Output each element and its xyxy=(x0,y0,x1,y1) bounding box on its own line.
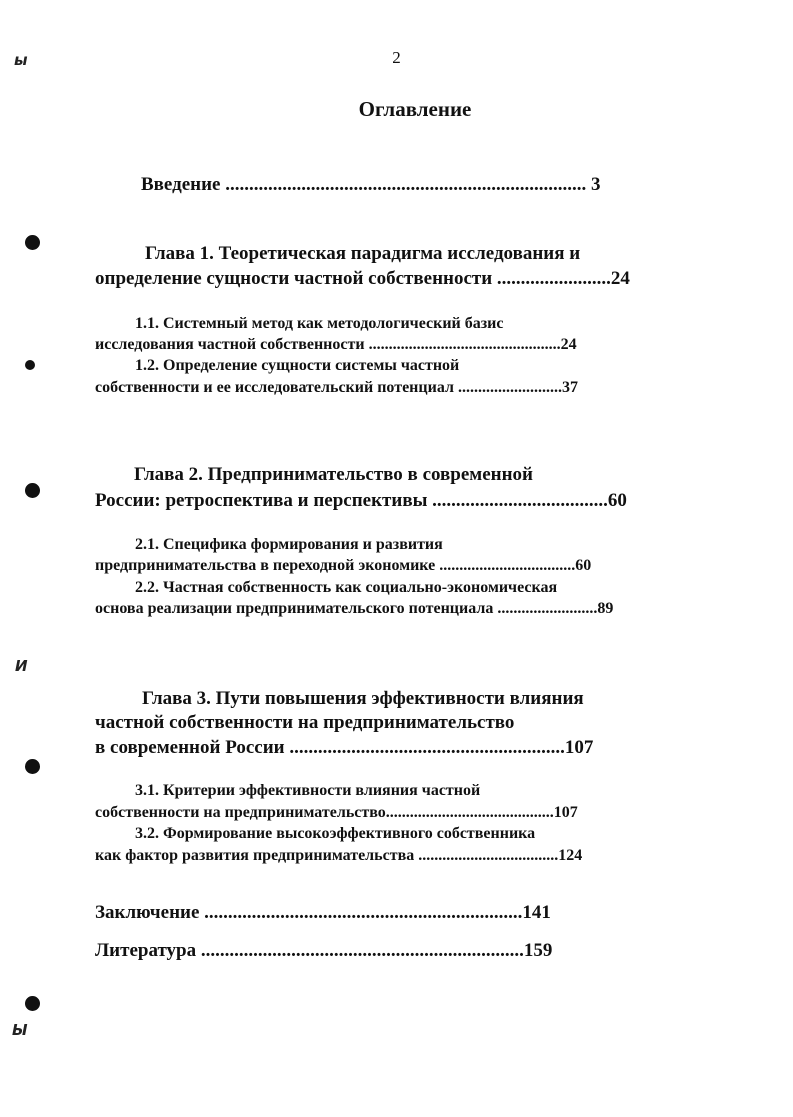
binding-hole-dot xyxy=(25,483,40,498)
toc-chapter-3-line-2: частной собственности на предпринимательство xyxy=(95,712,515,733)
toc-section-2-2-line-2: основа реализации предпринимательского потенциала .........................89 xyxy=(95,600,614,617)
page-number: 2 xyxy=(392,48,401,67)
toc-chapter-2-line-2: России: ретроспектива и перспективы .....................................60 xyxy=(95,490,627,511)
toc-chapter-3-line-1: Глава 3. Пути повышения эффективности влияния xyxy=(142,688,584,709)
toc-section-2-1-line-1: 2.1. Специфика формирования и развития xyxy=(135,536,443,553)
toc-section-3-1-line-2: собственности на предпринимательство..........................................107 xyxy=(95,804,578,821)
toc-section-3-2-line-1: 3.2. Формирование высокоэффективного собственника xyxy=(135,825,536,842)
toc-section-2-1-line-2: предпринимательства в переходной экономике ..................................60 xyxy=(95,557,592,574)
toc-section-1-1-line-2: исследования частной собственности ................................................24 xyxy=(95,336,577,353)
margin-mark: ы xyxy=(14,51,28,69)
toc-literature: Литература ....................................................................159 xyxy=(95,940,553,961)
toc-conclusion: Заключение ...................................................................141 xyxy=(95,902,551,923)
toc-section-2-2-line-1: 2.2. Частная собственность как социально-экономическая xyxy=(135,579,558,596)
toc-intro: Введение ............................................................................ 3 xyxy=(141,174,601,195)
toc-chapter-2-line-1: Глава 2. Предпринимательство в современной xyxy=(134,464,533,485)
binding-hole-dot xyxy=(25,759,40,774)
toc-section-1-2-line-1: 1.2. Определение сущности системы частной xyxy=(135,357,460,374)
toc-chapter-1-line-2: определение сущности частной собственности ........................24 xyxy=(95,268,630,289)
binding-hole-dot xyxy=(25,360,35,370)
binding-hole-dot xyxy=(25,235,40,250)
page-title: Оглавление xyxy=(358,97,472,121)
margin-mark: И xyxy=(15,657,28,675)
toc-section-3-1-line-1: 3.1. Критерии эффективности влияния частной xyxy=(135,782,481,799)
margin-mark: Ы xyxy=(12,1021,28,1039)
toc-section-1-1-line-1: 1.1. Системный метод как методологический базис xyxy=(135,315,504,332)
toc-chapter-3-line-3: в современной России ..........................................................107 xyxy=(95,737,594,758)
toc-chapter-1-line-1: Глава 1. Теоретическая парадигма исследования и xyxy=(145,243,581,264)
toc-section-3-2-line-2: как фактор развития предпринимательства ...................................124 xyxy=(95,847,583,864)
toc-section-1-2-line-2: собственности и ее исследовательский потенциал ..........................37 xyxy=(95,379,578,396)
binding-hole-dot xyxy=(25,996,40,1011)
